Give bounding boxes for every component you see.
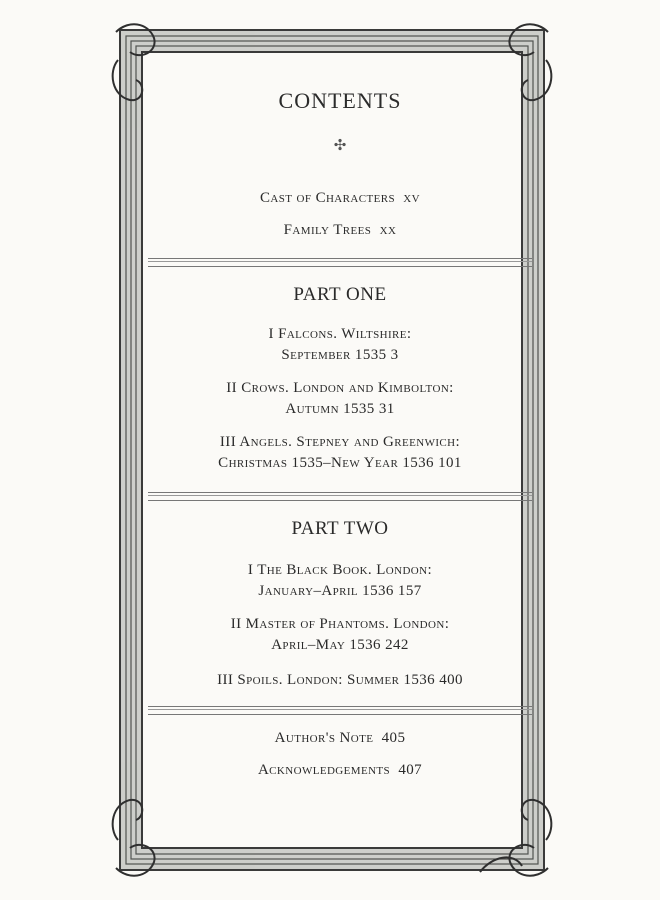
chapter-title: II Crows. London and Kimbolton: [226, 380, 454, 396]
entry-page: xx [379, 222, 397, 238]
page-title: CONTENTS [278, 88, 402, 113]
section-divider [148, 492, 532, 501]
chapter-title: III Angels. Stepney and Greenwich: [219, 434, 461, 450]
chapter-date-page: September 1535 3 [281, 347, 399, 363]
chapter-entry[interactable] [148, 614, 532, 656]
entry-page: 407 [398, 762, 423, 778]
chapter-entry[interactable] [148, 560, 532, 602]
section-divider [148, 706, 532, 715]
entry-label: Family Trees [283, 222, 372, 238]
chapter-date-page: April–May 1536 242 [271, 637, 409, 653]
fleuron-icon: ✣ [333, 138, 347, 154]
entry-label: Author's Note [274, 730, 374, 746]
chapter-date-page: Christmas 1535–New Year 1536 101 [218, 455, 462, 471]
chapter-entry[interactable] [148, 324, 532, 366]
chapter-title: I Falcons. Wiltshire: [268, 326, 412, 342]
chapter-title: II Master of Phantoms. London: [230, 616, 450, 632]
section-divider [148, 258, 532, 267]
contents-panel [148, 58, 532, 842]
back-matter-acknowledgements[interactable] [148, 760, 532, 781]
part-one-heading: PART ONE [293, 284, 387, 305]
chapter-title: III Spoils. London: Summer 1536 400 [217, 672, 463, 688]
chapter-entry[interactable] [148, 670, 532, 691]
entry-label: Acknowledgements [257, 762, 391, 778]
entry-label: Cast of Characters [260, 190, 395, 206]
back-matter-authors-note[interactable] [148, 728, 532, 749]
entry-page: xv [403, 190, 420, 206]
entry-page: 405 [381, 730, 406, 746]
front-matter-family-trees[interactable] [148, 220, 532, 241]
chapter-date-page: January–April 1536 157 [258, 583, 422, 599]
part-two-heading: PART TWO [291, 518, 389, 539]
chapter-date-page: Autumn 1535 31 [285, 401, 395, 417]
chapter-title: I The Black Book. London: [247, 562, 433, 578]
chapter-entry[interactable] [148, 432, 532, 474]
front-matter-cast[interactable] [148, 188, 532, 209]
chapter-entry[interactable] [148, 378, 532, 420]
